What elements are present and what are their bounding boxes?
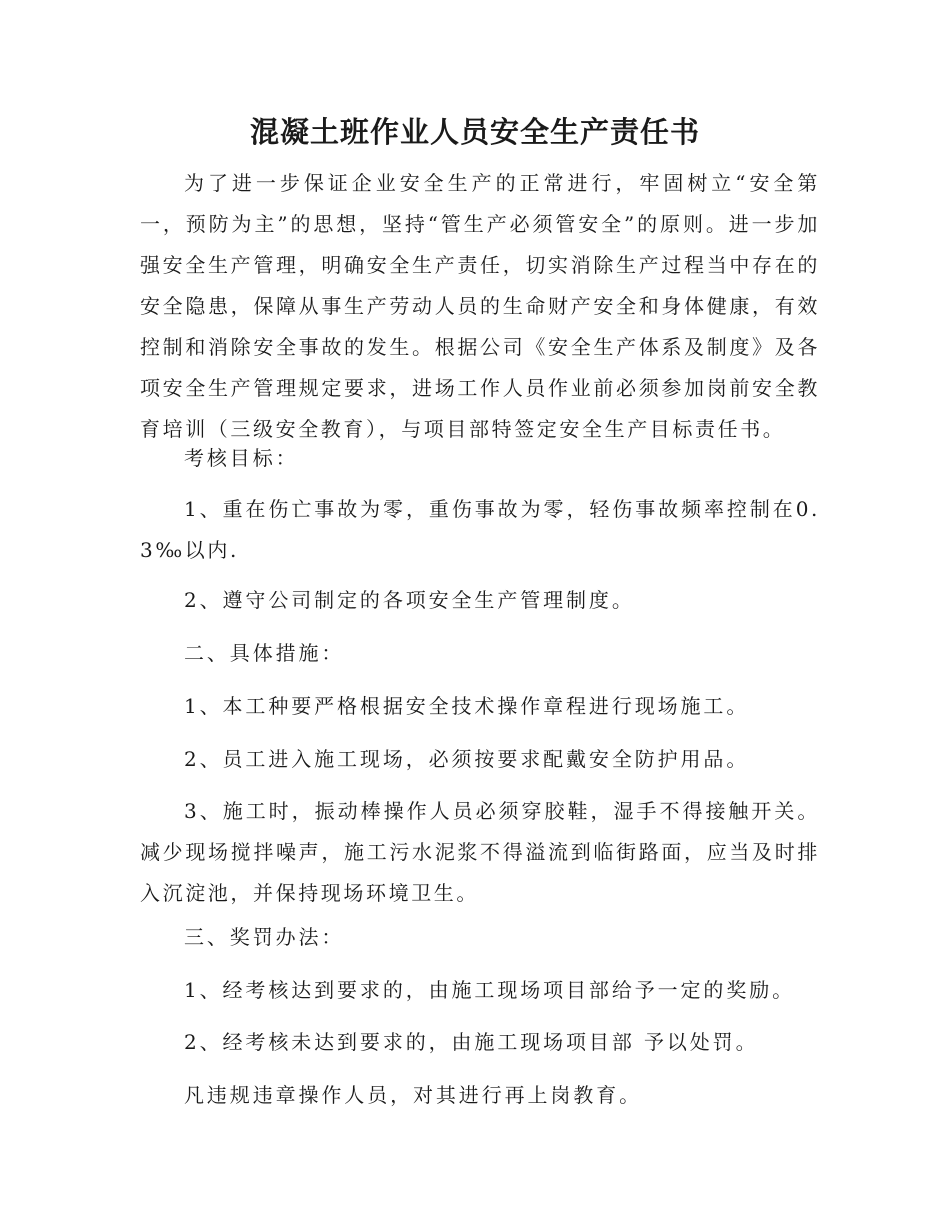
- intro-paragraph: 为了进一步保证企业安全生产的正常进行，牢固树立“安全第一，预防为主”的思想，坚持“管生产必须管安全”的原则。进一步加强安全生产管理，明确安全生产责任，切实消除生产过程当中存在的安全隐患，保障从事生产劳动人员的生命财产安全和身体健康，有效控制和消除安全事故的发生。根据公司《安全生产体系及制度》及各项安全生产管理规定要求，进场工作人员作业前必须参加岗前安全教育培训（三级安全教育），与项目部特签定安全生产目标责任书。: [140, 171, 820, 441]
- document-title: 混凝土班作业人员安全生产责任书: [249, 115, 700, 149]
- penalty-item-2: 2、经考核未达到要求的，由施工现场项目部 予以处罚。: [184, 1030, 759, 1054]
- measure-item-1: 1、本工种要严格根据安全技术操作章程进行现场施工。: [184, 694, 750, 718]
- goal-item-1: 1、重在伤亡事故为零，重伤事故为零，轻伤事故频率控制在0.3‰以内.: [140, 497, 820, 562]
- section-heading-rewards-penalties: 三、奖罚办法：: [184, 925, 345, 949]
- goal-item-2: 2、遵守公司制定的各项安全生产管理制度。: [184, 588, 635, 612]
- section-heading-assessment-goals: 考核目标：: [184, 446, 299, 470]
- measure-item-2: 2、员工进入施工现场，必须按要求配戴安全防护用品。: [184, 747, 750, 771]
- measure-item-3: 3、施工时，振动棒操作人员必须穿胶鞋，湿手不得接触开关。减少现场搅拌噪声，施工污水泥浆不得溢流到临街路面，应当及时排入沉淀池，并保持现场环境卫生。: [140, 799, 820, 905]
- closing-paragraph: 凡违规违章操作人员，对其进行再上岗教育。: [184, 1083, 642, 1107]
- reward-item-1: 1、经考核达到要求的，由施工现场项目部给予一定的奖励。: [184, 978, 796, 1002]
- section-heading-specific-measures: 二、具体措施：: [184, 641, 345, 665]
